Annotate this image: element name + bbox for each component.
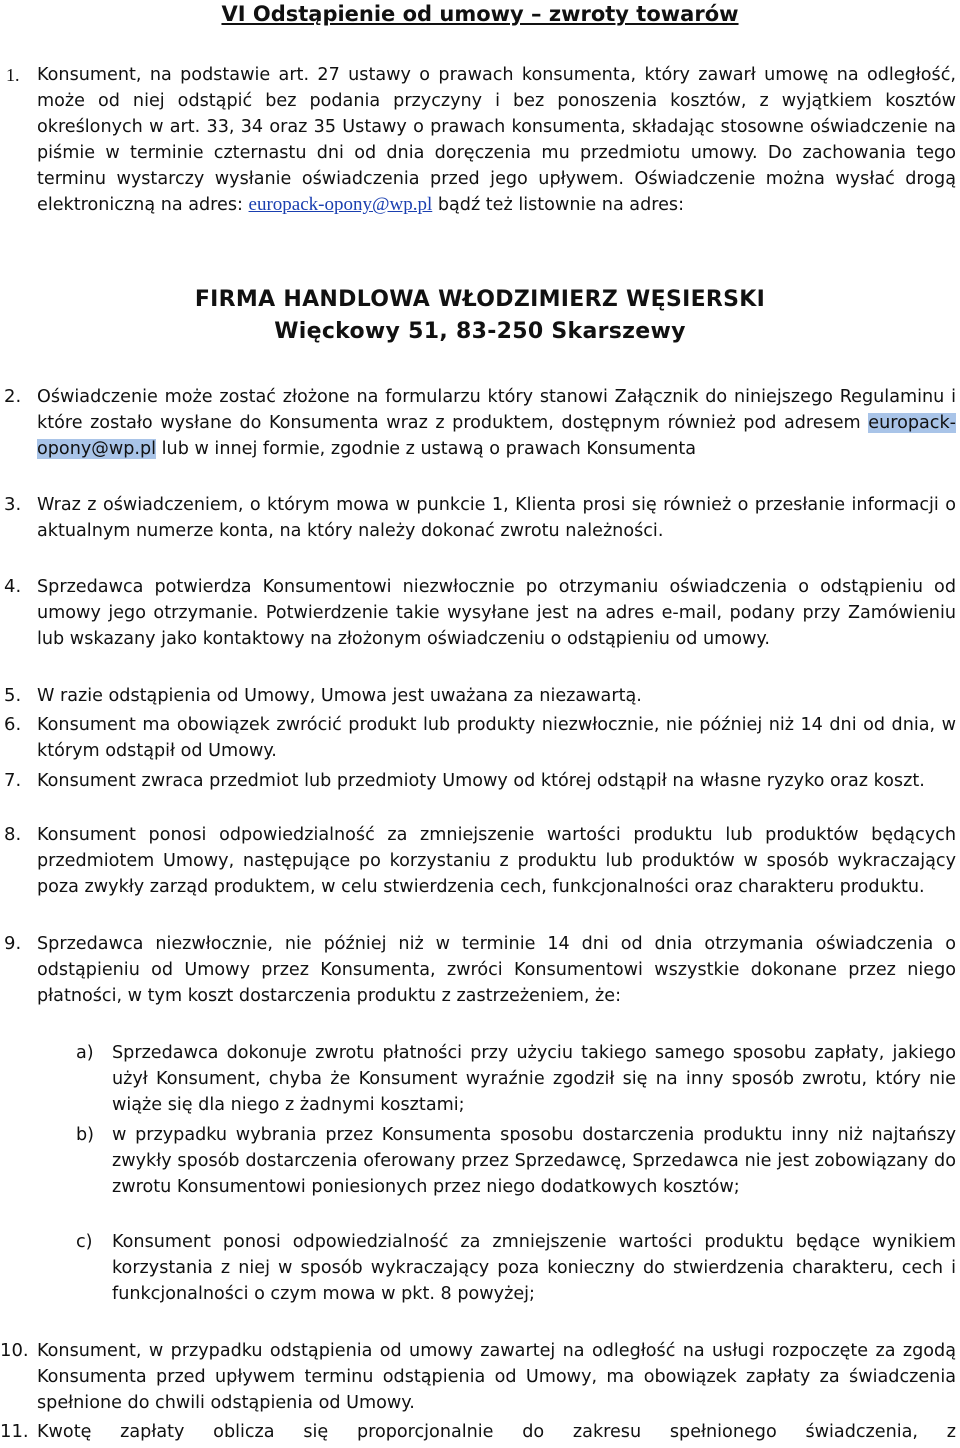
section-2-number: 2. <box>4 386 22 407</box>
section-11-text: Kwotę zapłaty oblicza się proporcjonalnie do zakresu spełnionego świadczenia, z <box>37 1422 956 1442</box>
section-5-number: 5. <box>4 685 22 706</box>
document-title: VI Odstąpienie od umowy – zwroty towarów <box>221 2 739 26</box>
email-highlight[interactable]: europack-opony@wp.pl <box>37 413 956 459</box>
item-a-label: a) <box>76 1043 94 1063</box>
section-10-text: Konsument, w przypadku odstąpienia od umowy zawartej na odległość na usługi rozpoczęte za zgodą Konsumenta przed upływem terminu odstąpienia od Umowy, ma obowiązek zapłaty za świadczenia spełnione do chwili odstąpienia od Umowy. <box>37 1341 956 1413</box>
item-b-text: w przypadku wybrania przez Konsumenta sposobu dostarczenia produktu inny niż najtańszy zwykły sposób dostarczenia oferowany przez Sprzedawcę, Sprzedawca nie jest zobowiązany do zwrotu Konsumentowi poniesionych przez niego dodatkowych kosztów; <box>112 1125 956 1197</box>
section-1-text: Konsument, na podstawie art. 27 ustawy o prawach konsumenta, który zawarł umowę na odległość, może od niej odstąpić bez podania przyczyny i bez ponoszenia kosztów, z wyjątkiem kosztów określonych w art. 33, 34 oraz 35 Ustawy o prawach konsumenta, składając stosowne oświadczenie na piśmie w terminie czternastu dni od dnia doręczenia mu przedmiotu umowy. Do zachowania tego terminu wystarczy wysłanie oświadczenia przed jego upływem. Oświadczenie można wysłać drogą elektroniczną na adres: europack-opony@wp.pl bądź też listownie na adres: <box>37 65 956 215</box>
section-1-number: 1. <box>6 65 20 85</box>
section-4-number: 4. <box>4 576 22 597</box>
section-8-number: 8. <box>4 824 22 845</box>
section-6-text: Konsument ma obowiązek zwrócić produkt lub produkty niezwłocznie, nie później niż 14 dni od dnia, w którym odstąpił od Umowy. <box>37 715 956 761</box>
section-2-text: Oświadczenie może zostać złożone na formularzu który stanowi Załącznik do niniejszego Regulaminu i które zostało wysłane do Konsumenta wraz z produktem, dostępnym również pod adresem europack-opony@wp.pl lub w innej formie, zgodnie z ustawą o prawach Konsumenta <box>37 387 956 459</box>
item-b-label: b) <box>76 1125 95 1145</box>
item-c-text: Konsument ponosi odpowiedzialność za zmniejszenie wartości produktu będące wynikiem korzystania z niej w sposób wykraczający poza konieczny do stwierdzenia charakteru, cech i funkcjonalności o czym mowa w pkt. 8 powyżej; <box>112 1232 956 1304</box>
section-3-number: 3. <box>4 494 22 515</box>
section-3-text: Wraz z oświadczeniem, o którym mowa w punkcie 1, Klienta prosi się również o przesłanie informacji o aktualnym numerze konta, na który należy dokonać zwrotu należności. <box>37 495 956 541</box>
item-c-label: c) <box>76 1232 93 1252</box>
section-7-text: Konsument zwraca przedmiot lub przedmioty Umowy od której odstąpił na własne ryzyko oraz koszt. <box>37 771 925 791</box>
section-10-number: 10. <box>0 1340 29 1361</box>
section-11-number: 11. <box>0 1421 29 1442</box>
section-4-text: Sprzedawca potwierdza Konsumentowi niezwłocznie po otrzymaniu oświadczenia o odstąpieniu od umowy jego otrzymanie. Potwierdzenie takie wysyłane jest na adres e-mail, podany przy Zamówieniu lub wskazany jako kontaktowy na złożonym oświadczeniu o odstąpieniu od umowy. <box>37 577 956 649</box>
item-a-text: Sprzedawca dokonuje zwrotu płatności przy użyciu takiego samego sposobu zapłaty, jakiego użył Konsument, chyba że Konsument wyraźnie zgodził się na inny sposób zwrotu, który nie wiąże się dla niego z żadnymi kosztami; <box>112 1043 956 1115</box>
section-9-text: Sprzedawca niezwłocznie, nie później niż w terminie 14 dni od dnia otrzymania oświadczenia o odstąpieniu od Umowy przez Konsumenta, zwróci Konsumentowi wszystkie dokonane przez niego płatności, w tym koszt dostarczenia produktu z zastrzeżeniem, że: <box>37 934 956 1006</box>
section-1 <box>0 62 960 244</box>
email-link[interactable]: europack-opony@wp.pl <box>248 194 433 215</box>
section-5-text: W razie odstąpienia od Umowy, Umowa jest uważana za niezawartą. <box>37 686 642 706</box>
section-6-number: 6. <box>4 714 22 735</box>
section-9-number: 9. <box>4 933 22 954</box>
section-8-text: Konsument ponosi odpowiedzialność za zmniejszenie wartości produktu lub produktów będących przedmiotem Umowy, następujące po korzystaniu z produktu lub produktów w sposób wykraczający poza zwykły zarząd produktem, w celu stwierdzenia cech, funkcjonalności oraz charakteru produktu. <box>37 825 956 897</box>
company-name: FIRMA HANDLOWA WŁODZIMIERZ WĘSIERSKI <box>194 287 766 312</box>
section-7-number: 7. <box>4 770 22 791</box>
company-address: Więckowy 51, 83-250 Skarszewy <box>274 319 686 344</box>
